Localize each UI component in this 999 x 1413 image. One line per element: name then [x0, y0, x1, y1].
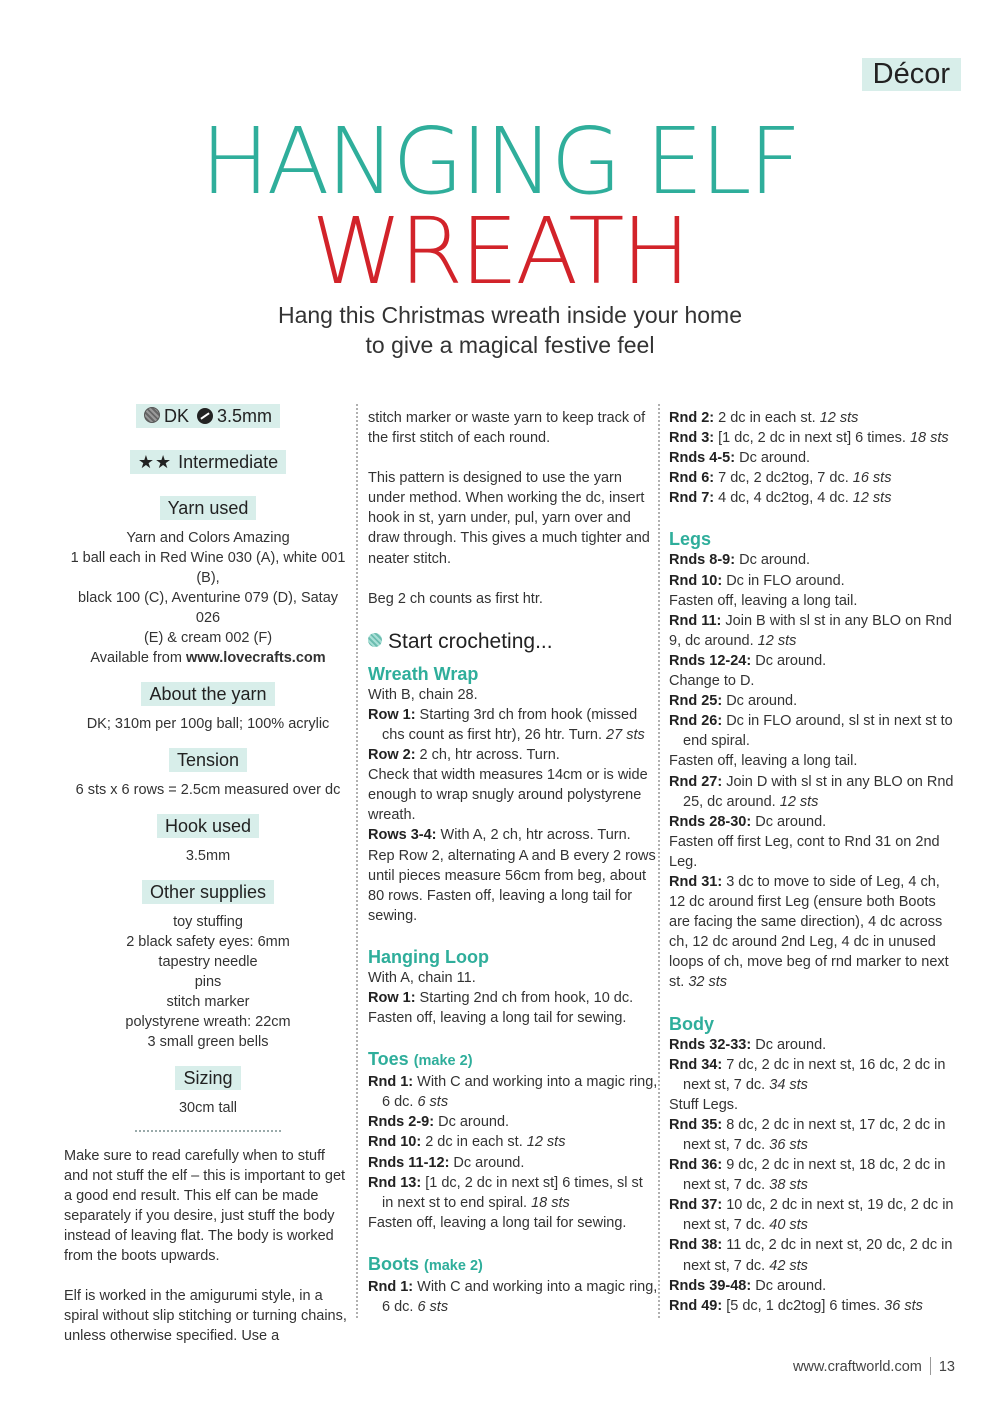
- instruction-row: [368, 745, 658, 765]
- instruction-row: [368, 1153, 658, 1173]
- page-number: 13: [938, 1359, 955, 1375]
- stitch-count: 6 sts: [417, 1094, 449, 1111]
- row-label: Rnds 2-9:: [368, 1114, 435, 1131]
- instruction-line: Fasten off, leaving a long tail.: [669, 753, 858, 770]
- row-label: Rnd 37:: [669, 1197, 723, 1214]
- instruction-line: Check that width measures 14cm or is wide enough to wrap snugly around polystyrene wreath.: [368, 767, 648, 824]
- row-label: Rnds 8-9:: [669, 552, 736, 569]
- yarn-used-line: 1 ball each in Red Wine 030 (A), white 001 (B),: [70, 550, 346, 586]
- dotted-divider: [135, 1130, 281, 1132]
- instruction-row: [669, 448, 959, 468]
- instruction-row: [669, 651, 959, 671]
- stitch-count: 6 sts: [417, 1299, 449, 1315]
- stitch-count: 12 sts: [779, 793, 819, 810]
- website-link[interactable]: www.craftworld.com: [792, 1359, 922, 1375]
- supply-item: toy stuffing: [173, 914, 243, 930]
- tension-heading: Tension: [169, 748, 247, 772]
- instruction-row: [368, 1072, 658, 1112]
- pattern-column-2: [368, 408, 658, 1317]
- footer-divider: [930, 1357, 931, 1375]
- sizing-heading: Sizing: [175, 1066, 240, 1090]
- tension-text: 6 sts x 6 rows = 2.5cm measured over dc: [75, 782, 341, 798]
- yarn-under-note: This pattern is designed to use the yarn under method. When working the dc, insert hook in st, yarn under, pul, yarn over and draw through. This gives a much tighter and neater stitch.: [368, 470, 650, 567]
- row-text: With A, 2 ch, htr across. Turn.: [436, 827, 631, 844]
- intro-paragraph-1: Make sure to read carefully when to stuff and not stuff the elf – this is important to get a good end result. This elf can be made separately if you desire, just stuff the body instead of leaving flat. The body is worked from the boots upwards.: [64, 1148, 346, 1264]
- row-label: Rnd 1:: [368, 1278, 414, 1295]
- row-label: Rnd 38:: [669, 1237, 723, 1254]
- subtitle: [0, 300, 999, 360]
- instruction-row: [669, 571, 959, 591]
- supply-item: 3 small green bells: [147, 1034, 269, 1050]
- page-footer: [793, 1357, 955, 1375]
- about-yarn-heading: About the yarn: [141, 682, 274, 706]
- instruction-row: [669, 611, 959, 651]
- toes-heading: [368, 1048, 658, 1072]
- instruction-line: Change to D.: [669, 673, 755, 690]
- row-text: Join B with sl st in any BLO on Rnd 9, dc around.: [669, 612, 952, 649]
- title-line-1: HANGING ELF: [200, 108, 799, 215]
- row-text: Dc around.: [751, 1277, 827, 1294]
- row-text: Toes: [368, 1049, 409, 1070]
- yarn-ball-icon: [368, 633, 382, 647]
- row-label: Rnd 10:: [368, 1134, 422, 1151]
- row-label: Rnd 11:: [669, 612, 722, 629]
- lovecrafts-link[interactable]: www.lovecrafts.com: [185, 650, 326, 666]
- row-label: Rnd 35:: [669, 1116, 723, 1133]
- instruction-row: [669, 1155, 959, 1195]
- difficulty-label: Intermediate: [178, 452, 279, 472]
- row-label: Rnd 27:: [669, 773, 723, 790]
- row-text: (make 2): [424, 1257, 483, 1274]
- instruction-row: [368, 705, 658, 745]
- row-label: Rnd 2:: [669, 410, 715, 426]
- row-text: Join D with sl st in any BLO on Rnd 25, dc around.: [683, 773, 954, 810]
- subtitle-line-1: Hang this Christmas wreath inside your home: [277, 302, 743, 328]
- row-text: 2 dc in each st.: [421, 1134, 527, 1151]
- subtitle-line-2: to give a magical festive feel: [365, 332, 655, 358]
- row-text: (make 2): [413, 1053, 473, 1070]
- yarn-hook-summary: [64, 404, 352, 428]
- instruction-row: [368, 825, 658, 845]
- row-text: 7 dc, 2 dc2tog, 7 dc.: [714, 470, 853, 487]
- row-text: 7 dc, 2 dc in next st, 16 dc, 2 dc in next st, 7 dc.: [683, 1056, 946, 1093]
- instruction-row: [368, 1173, 658, 1213]
- yarn-used-details: [64, 528, 352, 668]
- yarn-ball-icon: [144, 407, 160, 423]
- row-text: Dc around.: [449, 1154, 525, 1171]
- sidebar-column: [64, 404, 352, 1366]
- row-label: Rnd 26:: [669, 713, 723, 730]
- row-text: Dc around.: [735, 552, 811, 569]
- row-label: Rnds 11-12:: [368, 1154, 450, 1171]
- column-divider: [356, 404, 358, 1318]
- instruction-row: [669, 1035, 959, 1055]
- stitch-count: 18 sts: [531, 1194, 570, 1211]
- row-text: 2 ch, htr across. Turn.: [415, 747, 560, 764]
- section-tag: Décor: [862, 58, 961, 91]
- row-text: 8 dc, 2 dc in next st, 17 dc, 2 dc in next st, 7 dc.: [683, 1116, 946, 1153]
- stitch-count: 36 sts: [884, 1297, 923, 1314]
- instruction-row: [669, 428, 959, 448]
- row-text: [1 dc, 2 dc in next st] 6 times.: [714, 430, 910, 447]
- other-supplies-heading: Other supplies: [142, 880, 274, 904]
- yarn-used-line: Yarn and Colors Amazing: [126, 530, 290, 546]
- row-text: 2 dc in each st.: [714, 410, 820, 426]
- star-icon: ★★: [137, 452, 173, 472]
- stitch-count: 32 sts: [688, 974, 728, 991]
- stitch-count: 27 sts: [606, 726, 645, 743]
- instruction-row: [669, 1115, 959, 1155]
- yarn-used-heading: Yarn used: [160, 496, 257, 520]
- instruction-row: [669, 772, 959, 812]
- row-label: Rnds 28-30:: [669, 813, 752, 830]
- wreath-wrap-heading: Wreath Wrap: [368, 663, 479, 684]
- row-label: Rnd 36:: [669, 1157, 723, 1174]
- supply-item: polystyrene wreath: 22cm: [125, 1014, 291, 1030]
- row-label: Rnd 6:: [669, 470, 715, 487]
- instruction-line: With A, chain 11.: [368, 969, 476, 986]
- row-text: Dc around.: [751, 652, 827, 669]
- instruction-row: [368, 1132, 658, 1152]
- instruction-row: [368, 1277, 658, 1317]
- hook-icon: [197, 408, 213, 424]
- instruction-row: [669, 1235, 959, 1275]
- instruction-line: Fasten off, leaving a long tail for sewing.: [368, 1214, 627, 1231]
- hook-used-heading: Hook used: [157, 814, 259, 838]
- instruction-row: [669, 468, 959, 488]
- stitch-count: 42 sts: [769, 1257, 808, 1274]
- instruction-row: [669, 1276, 959, 1296]
- row-text: Dc in FLO around.: [722, 572, 845, 589]
- difficulty-pill: [130, 450, 286, 474]
- row-text: With C and working into a magic ring, 6 dc.: [382, 1278, 658, 1315]
- beg-ch-note: Beg 2 ch counts as first htr.: [368, 590, 543, 607]
- instruction-row: [669, 488, 959, 508]
- row-text: Boots: [368, 1253, 419, 1274]
- instruction-row: [669, 550, 959, 570]
- supply-item: pins: [194, 974, 222, 990]
- boots-heading: [368, 1253, 658, 1277]
- instruction-row: [669, 408, 959, 428]
- row-text: Starting 3rd ch from hook (missed chs count as first htr), 26 htr. Turn.: [382, 706, 638, 743]
- stitch-count: 34 sts: [769, 1076, 808, 1093]
- row-text: 10 dc, 2 dc in next st, 19 dc, 2 dc in next st, 7 dc.: [683, 1197, 954, 1234]
- row-label: Rnds 12-24:: [669, 652, 752, 669]
- instruction-row: [669, 872, 959, 993]
- row-label: Rows 3-4:: [368, 827, 437, 844]
- instruction-line: Fasten off, leaving a long tail.: [669, 592, 858, 609]
- about-yarn-text: DK; 310m per 100g ball; 100% acrylic: [86, 716, 330, 732]
- row-text: Start crocheting...: [388, 629, 553, 653]
- supply-item: tapestry needle: [158, 954, 258, 970]
- body-heading: Body: [669, 1013, 714, 1034]
- row-label: Rnd 10:: [669, 572, 723, 589]
- hook-size: 3.5mm: [217, 406, 273, 426]
- stitch-count: 36 sts: [769, 1137, 808, 1153]
- yarn-weight: DK: [163, 406, 189, 426]
- yarn-used-line: black 100 (C), Aventurine 079 (D), Satay 026: [77, 590, 339, 626]
- intro-paragraph-2: Elf is worked in the amigurumi style, in a spiral without slip stitching or turning chains, unless otherwise specified. Use a: [64, 1288, 347, 1344]
- row-label: Row 1:: [368, 706, 416, 723]
- row-text: Dc around.: [751, 1036, 827, 1053]
- available-prefix: Available from: [90, 650, 186, 666]
- row-text: [1 dc, 2 dc in next st] 6 times, sl st in next st to end spiral.: [382, 1174, 643, 1211]
- row-text: Dc around.: [751, 813, 827, 830]
- row-text: Dc around.: [735, 450, 811, 467]
- difficulty-row: [64, 450, 352, 474]
- instruction-line: Stuff Legs.: [669, 1096, 739, 1113]
- row-text: Dc in FLO around, sl st in next st to end spiral.: [683, 713, 953, 750]
- stitch-count: 12 sts: [852, 490, 892, 507]
- column-divider: [658, 404, 660, 1318]
- supplies-list: [64, 912, 352, 1052]
- row-text: With C and working into a magic ring, 6 dc.: [382, 1074, 658, 1111]
- stitch-count: 18 sts: [909, 430, 949, 447]
- row-text: Dc around.: [434, 1114, 510, 1131]
- row-label: Rnds 4-5:: [669, 450, 736, 467]
- hook-used-text: 3.5mm: [185, 848, 231, 864]
- row-label: Rnd 25:: [669, 693, 723, 710]
- instruction-line: Fasten off, leaving a long tail for sewing.: [368, 1010, 627, 1027]
- row-label: Rnd 13:: [368, 1174, 422, 1191]
- row-label: Rnd 49:: [669, 1297, 723, 1314]
- stitch-count: 12 sts: [819, 410, 859, 426]
- instruction-row: [669, 691, 959, 711]
- instruction-row: [669, 1296, 959, 1316]
- instruction-row: [368, 1112, 658, 1132]
- instruction-line: Fasten off first Leg, cont to Rnd 31 on 2nd Leg.: [669, 833, 940, 870]
- row-label: Rnd 31:: [669, 873, 723, 890]
- instruction-row: [669, 1195, 959, 1235]
- intro-continued: stitch marker or waste yarn to keep track of the first stitch of each round.: [368, 410, 646, 447]
- row-label: Rnd 3:: [669, 430, 715, 447]
- row-text: 11 dc, 2 dc in next st, 20 dc, 2 dc in next st, 7 dc.: [683, 1237, 953, 1274]
- instruction-row: [669, 711, 959, 751]
- row-text: 9 dc, 2 dc in next st, 18 dc, 2 dc in next st, 7 dc.: [683, 1157, 946, 1194]
- row-label: Row 1:: [368, 989, 416, 1006]
- row-label: Rnds 39-48:: [669, 1277, 752, 1294]
- yarn-hook-pill: [136, 404, 280, 428]
- pattern-column-3: [669, 408, 959, 1316]
- supply-item: stitch marker: [166, 994, 250, 1010]
- yarn-used-line: (E) & cream 002 (F): [143, 630, 273, 646]
- supply-item: 2 black safety eyes: 6mm: [126, 934, 290, 950]
- row-label: Rnd 34:: [669, 1056, 723, 1073]
- start-crocheting-heading: [368, 629, 658, 655]
- stitch-count: 38 sts: [769, 1177, 808, 1194]
- instruction-row: [669, 812, 959, 832]
- sizing-text: 30cm tall: [178, 1100, 238, 1116]
- hanging-loop-heading: Hanging Loop: [368, 946, 489, 967]
- row-text: 3 dc to move to side of Leg, 4 ch, 12 dc around first Leg (ensure both Boots are facing the same direction), 4 dc across ch, 12 dc around 2nd Leg, 4 dc in unused loops of ch, move beg of rnd marker to next st.: [669, 873, 949, 991]
- row-text: Dc around.: [722, 693, 798, 710]
- title-line-2: WREATH: [311, 198, 688, 305]
- row-text: Starting 2nd ch from hook, 10 dc.: [415, 989, 634, 1006]
- row-label: Rnd 1:: [368, 1074, 414, 1091]
- instruction-line: Rep Row 2, alternating A and B every 2 rows until pieces measure 56cm from beg, about 80 rows. Fasten off, leaving a long tail for sewing.: [368, 847, 656, 924]
- row-text: [5 dc, 1 dc2tog] 6 times.: [722, 1297, 885, 1314]
- legs-heading: Legs: [669, 529, 712, 550]
- stitch-count: 40 sts: [769, 1217, 808, 1234]
- row-text: 4 dc, 4 dc2tog, 4 dc.: [714, 490, 853, 507]
- stitch-count: 16 sts: [852, 470, 892, 487]
- instruction-line: With B, chain 28.: [368, 686, 478, 703]
- stitch-count: 12 sts: [757, 632, 797, 649]
- row-label: Rnd 7:: [669, 490, 715, 507]
- instruction-row: [669, 1055, 959, 1095]
- stitch-count: 12 sts: [526, 1134, 566, 1151]
- row-label: Rnds 32-33:: [669, 1036, 752, 1053]
- instruction-row: [368, 988, 658, 1008]
- row-label: Row 2:: [368, 747, 416, 764]
